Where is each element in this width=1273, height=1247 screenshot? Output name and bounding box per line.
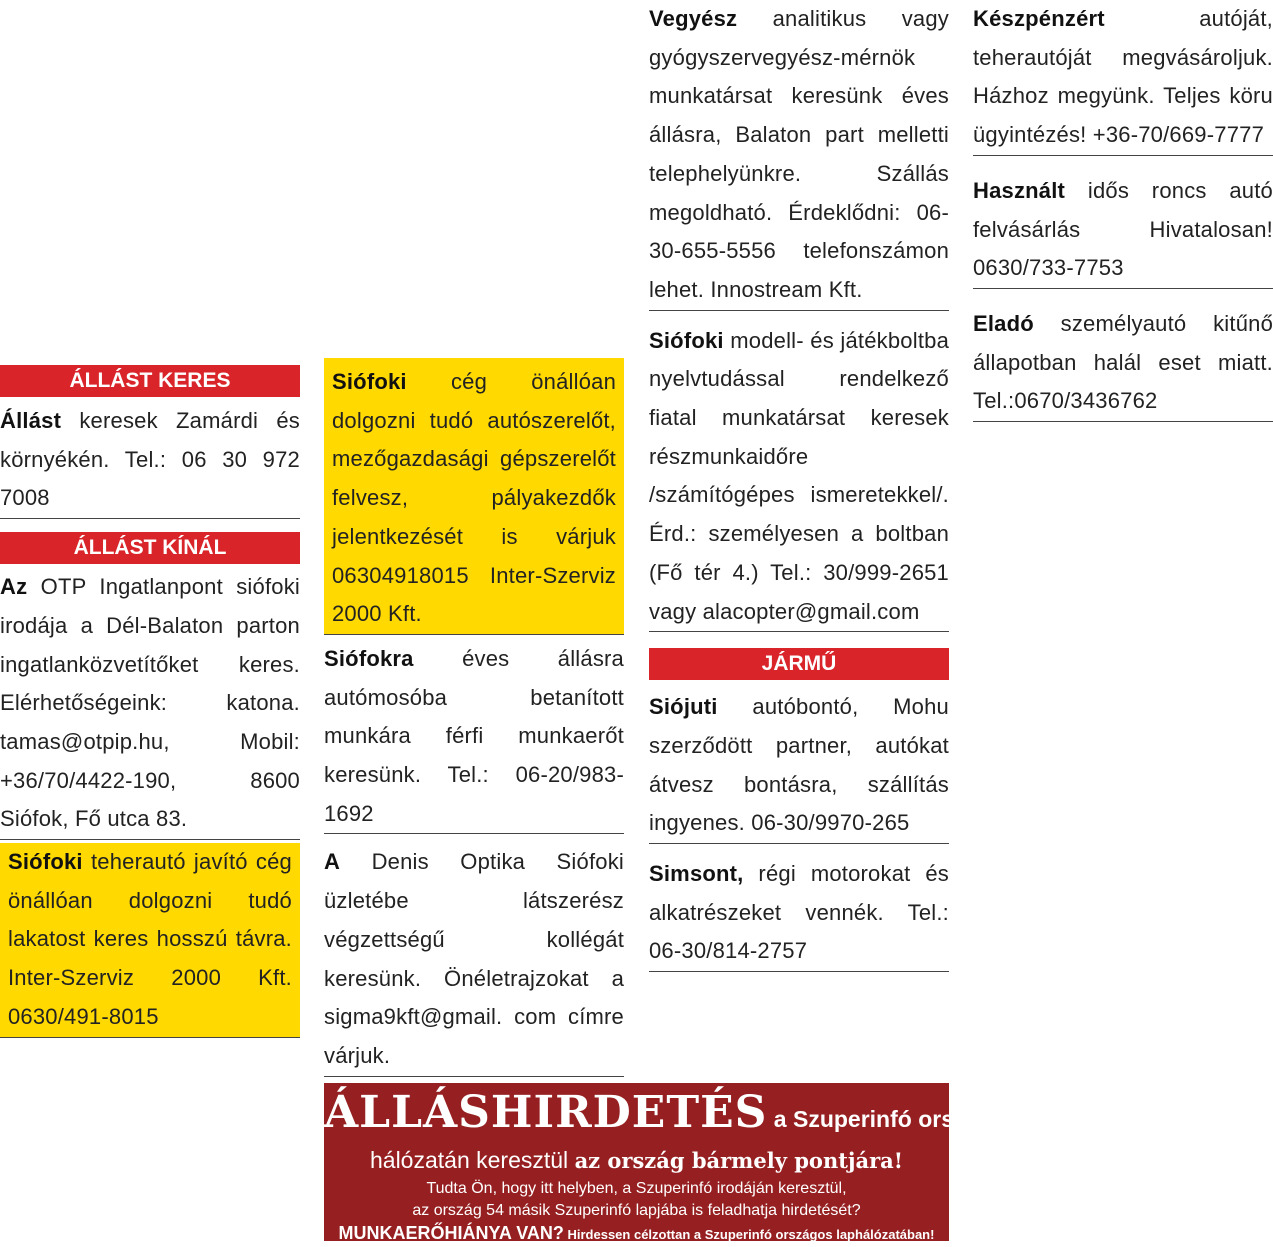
ad-text: autóbontó, Mohu szerződött partner, autókat átvesz bontásra, szállítás ingyenes. 06-30/9970-265 xyxy=(649,694,949,836)
banner-title: ÁLLÁSHIRDETÉS xyxy=(324,1087,768,1138)
ad-text: éves állásra autómosóba betanított munkára férfi munkaerőt keresünk. Tel.: 06-20/983-1692 xyxy=(324,645,624,826)
classified-ad xyxy=(649,0,949,311)
banner-subline-emphasis: az ország bármely pontjára! xyxy=(574,1148,904,1173)
ad-text: teherautó javító cég önállóan dolgozni tudó lakatost keres hosszú távra. Inter-Szerviz 2000 Kft. 0630/491-8015 xyxy=(8,849,292,1029)
classified-ad xyxy=(324,640,624,835)
classified-ad xyxy=(649,680,949,844)
banner-headline xyxy=(324,1087,1020,1147)
ad-lead: Siófokra xyxy=(324,645,414,671)
ad-text: OTP Ingatlanpont siófoki irodája a Dél-Balaton parton ingatlanközvetítőket keres. Elérhetőségeink: katona. tamas@otpip.hu, Mobil: +36/70/4422-190, 8600 Siófok, Fő utca 83. xyxy=(0,574,300,832)
banner-footer-emphasis: MUNKAERŐHIÁNYA VAN? xyxy=(338,1223,564,1243)
section-header-allast-kinal: ÁLLÁST KÍNÁL xyxy=(0,532,300,564)
ad-lead: Állást xyxy=(0,408,62,433)
classified-ad xyxy=(0,564,300,840)
classified-ad xyxy=(649,322,949,633)
column-1 xyxy=(0,365,300,1038)
classified-ad xyxy=(973,305,1273,422)
classified-ad xyxy=(0,843,300,1038)
ad-text: analitikus vagy gyógyszervegyész-mérnök munkatársat keresünk éves állásra, Balaton part melletti telephelyünkre. Szállás megoldható. Érdeklődni: 06-30-655-5556 telefonszámon lehet. Innostream Kft. xyxy=(649,6,949,302)
ad-lead: Simsont, xyxy=(649,861,744,887)
classified-ad xyxy=(973,172,1273,289)
column-4 xyxy=(973,0,1273,422)
ad-lead: Siófoki xyxy=(649,327,724,353)
column-3 xyxy=(649,0,949,972)
classified-ad xyxy=(0,397,300,519)
banner-line-4: az ország 54 másik Szuperinfó lapjába is feladhatja hirdetését? xyxy=(412,1202,861,1219)
section-header-allast-keres: ÁLLÁST KERES xyxy=(0,365,300,397)
ad-text: keresek Zamárdi és környékén. Tel.: 06 30 972 7008 xyxy=(0,408,300,511)
ad-lead: Siójuti xyxy=(649,694,718,720)
ad-lead: Használt xyxy=(973,177,1066,203)
banner-footer-text: Hirdessen célzottan a Szuperinfó országos laphálózatában! xyxy=(563,1227,935,1242)
ad-lead: A xyxy=(324,849,341,875)
ad-lead: Vegyész xyxy=(649,6,738,31)
ad-text: Denis Optika Siófoki üzletébe látszerész végzettségű kollégát keresünk. Önéletrajzokat a sigma9kft@gmail. com címre várjuk. xyxy=(324,849,624,1068)
classified-ad xyxy=(324,358,624,635)
banner-footer xyxy=(324,1222,949,1246)
ad-text: személyautó kitűnő állapotban halál eset miatt. Tel.:0670/3436762 xyxy=(973,310,1273,414)
ad-lead: Eladó xyxy=(973,310,1034,336)
ad-lead: Siófoki xyxy=(8,849,83,875)
column-2 xyxy=(324,358,624,1077)
ad-text: cég önállóan dolgozni tudó autószerelőt, mezőgazdasági gépszerelőt felvesz, pályakezdők jelentkezését is várjuk 06304918015 Inter-Szerviz 2000 Kft. xyxy=(332,369,616,627)
banner-subline-text: hálózatán keresztül xyxy=(369,1147,575,1173)
classified-ad xyxy=(324,843,624,1076)
advertising-banner xyxy=(324,1083,1020,1243)
ad-text: modell- és játékboltba nyelvtudással rendelkező fiatal munkatársat keresek részmunkaidőre /számítógépes ismeretekkel/. Érd.: személyesen a boltban (Fő tér 4.) Tel.: 30/999-2651 vagy alacopter@gmail.com xyxy=(649,327,949,624)
classified-ad xyxy=(973,0,1273,156)
ad-lead: Siófoki xyxy=(332,369,407,394)
ad-text: idős roncs autó felvásárlás Hivatalosan! 0630/733-7753 xyxy=(973,177,1273,281)
banner-title-rest: a Szuperinfó országos xyxy=(767,1106,1020,1132)
banner-line-3: Tudta Ön, hogy itt helyben, a Szuperinfó irodáján keresztül, xyxy=(426,1180,847,1197)
ad-text: régi motorokat és alkatrészeket vennék. Tel.: 06-30/814-2757 xyxy=(649,861,949,964)
ad-text: autóját, teherautóját megvásároljuk. Házhoz megyünk. Teljes köru ügyintézés! +36-70/669-7777 xyxy=(973,6,1273,148)
highlighted-ad-box xyxy=(324,358,624,635)
classified-ad xyxy=(649,855,949,972)
banner-subline xyxy=(324,1147,949,1174)
highlighted-ad-box xyxy=(0,843,300,1038)
ad-lead: Az xyxy=(0,574,28,600)
section-header-jarmu: JÁRMŰ xyxy=(649,648,949,680)
ad-lead: Készpénzért xyxy=(973,6,1105,31)
